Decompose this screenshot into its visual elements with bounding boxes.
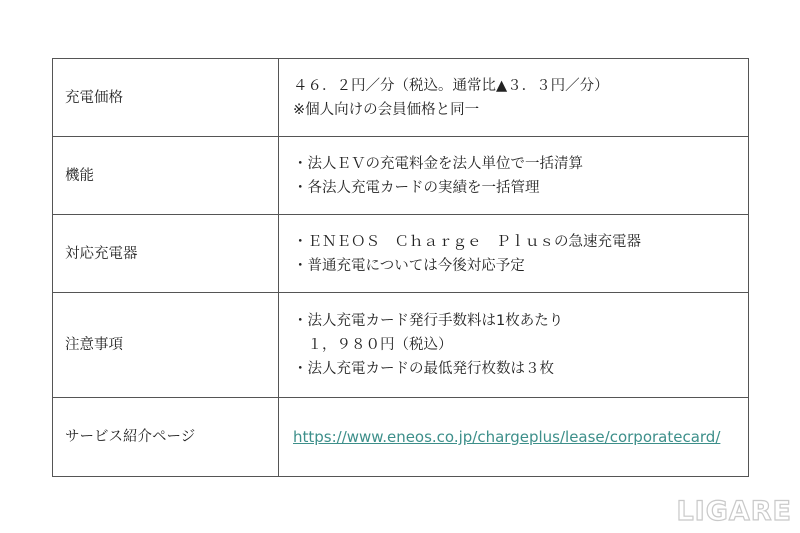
row-value-function (279, 137, 749, 215)
charger-line-2: ・普通充電については今後対応予定 (293, 257, 525, 274)
row-label-function: 機能 (53, 137, 279, 215)
function-line-2: ・各法人充電カードの実績を一括管理 (293, 179, 540, 196)
row-value-service-page (279, 398, 749, 477)
price-note-line: ※個人向けの会員価格と同一 (293, 101, 480, 118)
notes-line-2: １，９８０円（税込） (293, 337, 453, 353)
info-table (52, 58, 749, 477)
row-value-notes (279, 293, 749, 398)
table-row-price (53, 59, 749, 137)
ligare-logo: LIGARE (676, 496, 792, 527)
row-value-charger (279, 215, 749, 293)
table-row-notes (53, 293, 749, 398)
table-row-service-page (53, 398, 749, 477)
table-row-charger (53, 215, 749, 293)
row-label-price: 充電価格 (53, 59, 279, 137)
price-line: ４６．２円／分（税込。通常比▲３．３円／分） (293, 77, 609, 94)
row-value-price (279, 59, 749, 137)
charger-line-1: ・ＥＮＥＯＳ Ｃｈａｒｇｅ Ｐｌｕｓの急速充電器 (293, 233, 641, 250)
row-label-service-page: サービス紹介ページ (53, 398, 279, 477)
service-page-link[interactable]: https://www.eneos.co.jp/chargeplus/lease/corporatecard/ (293, 428, 721, 446)
function-line-1: ・法人ＥＶの充電料金を法人単位で一括清算 (293, 155, 583, 172)
row-label-charger: 対応充電器 (53, 215, 279, 293)
row-label-notes: 注意事項 (53, 293, 279, 398)
table-row-function (53, 137, 749, 215)
notes-line-1: ・法人充電カード発行手数料は1枚あたり (293, 313, 564, 329)
notes-line-3: ・法人充電カードの最低発行枚数は３枚 (293, 361, 554, 377)
